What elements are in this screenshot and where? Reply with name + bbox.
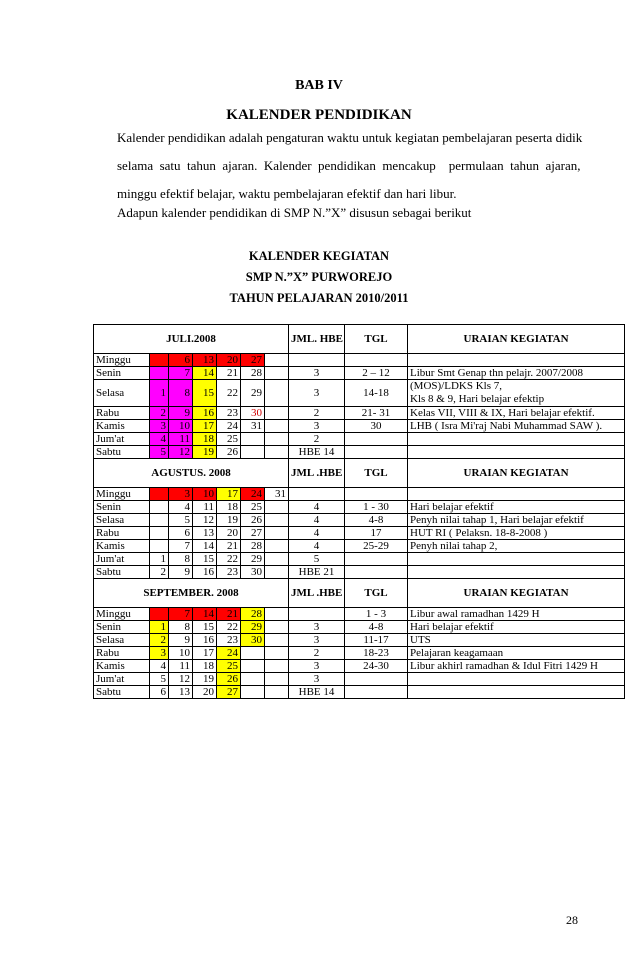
uraian-cell	[408, 407, 625, 420]
date-cell: 16	[193, 407, 217, 420]
date-cell: 19	[193, 446, 217, 459]
date-cell: 5	[150, 446, 169, 459]
uraian-cell	[408, 660, 625, 673]
date-cell: 2	[150, 634, 169, 647]
date-cell: 14	[193, 540, 217, 553]
date-cell: 1	[150, 621, 169, 634]
date-cell: 17	[217, 488, 241, 501]
date-cell: 19	[217, 514, 241, 527]
date-cell: 4	[150, 433, 169, 446]
tgl-cell: 30	[345, 420, 408, 433]
tgl-header: TGL	[345, 325, 408, 354]
tgl-cell	[345, 566, 408, 579]
uraian-cell	[408, 367, 625, 380]
uraian-cell	[408, 420, 625, 433]
jml-hbe-cell: 5	[289, 553, 345, 566]
uraian-header: URAIAN KEGIATAN	[408, 579, 625, 608]
uraian-cell	[408, 634, 625, 647]
uraian-text: Libur awal ramadhan 1429 H	[410, 608, 540, 620]
date-cell: 9	[169, 407, 193, 420]
date-cell: 26	[217, 673, 241, 686]
date-cell	[241, 686, 265, 699]
intro-line-1: Kalender pendidikan adalah pengaturan waktu untuk kegiatan pembelajaran peserta didik	[117, 130, 583, 145]
day-name: Kamis	[94, 660, 150, 673]
date-cell: 13	[193, 354, 217, 367]
month-header-row	[94, 459, 625, 488]
date-cell: 12	[169, 673, 193, 686]
intro-line-4: Adapun kalender pendidikan di SMP N.”X” disusun sebagai berikut	[117, 205, 472, 220]
date-cell	[265, 501, 289, 514]
month-header-row	[94, 325, 625, 354]
calendar-row	[94, 608, 625, 621]
tgl-cell: 24-30	[345, 660, 408, 673]
date-cell: 11	[169, 660, 193, 673]
tgl-cell	[345, 673, 408, 686]
date-cell: 7	[169, 608, 193, 621]
jml-hbe-cell: 3	[289, 634, 345, 647]
date-cell	[150, 501, 169, 514]
date-cell: 12	[169, 446, 193, 459]
date-cell: 22	[217, 621, 241, 634]
date-cell	[265, 660, 289, 673]
calendar-row	[94, 420, 625, 433]
date-cell: 8	[169, 380, 193, 407]
date-cell: 3	[150, 647, 169, 660]
tgl-cell	[345, 433, 408, 446]
date-cell: 14	[193, 367, 217, 380]
date-cell	[241, 446, 265, 459]
uraian-cell	[408, 540, 625, 553]
date-cell	[265, 420, 289, 433]
date-cell: 2	[150, 566, 169, 579]
calendar-heading-2: SMP N.”X” PURWOREJO	[245, 270, 393, 284]
calendar-row	[94, 527, 625, 540]
date-cell: 26	[217, 446, 241, 459]
day-name: Jum'at	[94, 553, 150, 566]
date-cell: 13	[169, 686, 193, 699]
tgl-cell	[345, 686, 408, 699]
uraian-cell	[408, 686, 625, 699]
page-title: KALENDER PENDIDIKAN	[226, 107, 412, 123]
date-cell: 27	[217, 686, 241, 699]
day-name: Selasa	[94, 514, 150, 527]
date-cell: 1	[150, 553, 169, 566]
tgl-header: TGL	[345, 459, 408, 488]
date-cell	[150, 608, 169, 621]
calendar-table	[93, 324, 625, 699]
jml-hbe-header: JML .HBE	[289, 459, 345, 488]
date-cell	[265, 621, 289, 634]
jml-hbe-cell: HBE 14	[289, 686, 345, 699]
intro-line-2: selama satu tahun ajaran. Kalender pendidikan mencakup permulaan tahun ajaran,	[117, 158, 581, 173]
tgl-cell: 2 – 12	[345, 367, 408, 380]
day-name: Minggu	[94, 608, 150, 621]
date-cell	[265, 566, 289, 579]
date-cell: 24	[217, 420, 241, 433]
date-cell: 25	[217, 660, 241, 673]
date-cell: 15	[193, 553, 217, 566]
uraian-cell	[408, 501, 625, 514]
calendar-row	[94, 634, 625, 647]
date-cell	[150, 488, 169, 501]
date-cell: 23	[217, 407, 241, 420]
calendar-row	[94, 566, 625, 579]
date-cell	[265, 446, 289, 459]
date-cell: 11	[193, 501, 217, 514]
date-cell	[241, 433, 265, 446]
uraian-text: HUT RI ( Pelaksn. 18-8-2008 )	[410, 527, 548, 539]
date-cell: 29	[241, 553, 265, 566]
date-cell: 10	[169, 647, 193, 660]
date-cell: 6	[169, 354, 193, 367]
date-cell: 28	[241, 608, 265, 621]
date-cell: 29	[241, 380, 265, 407]
date-cell: 16	[193, 566, 217, 579]
date-cell: 24	[241, 488, 265, 501]
jml-hbe-cell: 4	[289, 501, 345, 514]
date-cell: 7	[169, 540, 193, 553]
uraian-cell	[408, 608, 625, 621]
day-name: Selasa	[94, 634, 150, 647]
date-cell: 13	[193, 527, 217, 540]
uraian-text: Penyh nilai tahap 1, Hari belajar efektif	[410, 514, 584, 526]
date-cell: 23	[217, 634, 241, 647]
jml-hbe-cell: 3	[289, 621, 345, 634]
uraian-cell	[408, 673, 625, 686]
uraian-text: Libur akhirl ramadhan & Idul Fitri 1429 H	[410, 660, 598, 672]
calendar-row	[94, 380, 625, 407]
month-header-row	[94, 579, 625, 608]
date-cell: 14	[193, 608, 217, 621]
date-cell	[265, 553, 289, 566]
uraian-cell	[408, 514, 625, 527]
uraian-text: Kelas VII, VIII & IX, Hari belajar efektif.	[410, 407, 595, 419]
jml-hbe-cell: 3	[289, 380, 345, 407]
jml-hbe-cell: 2	[289, 407, 345, 420]
day-name: Minggu	[94, 354, 150, 367]
calendar-row	[94, 621, 625, 634]
chapter-label: BAB IV	[295, 78, 343, 93]
date-cell: 9	[169, 634, 193, 647]
date-cell: 6	[150, 686, 169, 699]
uraian-cell	[408, 647, 625, 660]
date-cell: 18	[193, 660, 217, 673]
calendar-row	[94, 367, 625, 380]
tgl-cell: 4-8	[345, 621, 408, 634]
tgl-cell: 1 - 30	[345, 501, 408, 514]
calendar-row	[94, 647, 625, 660]
calendar-heading-3: TAHUN PELAJARAN 2010/2011	[229, 291, 409, 305]
date-cell: 5	[169, 514, 193, 527]
uraian-cell	[408, 553, 625, 566]
jml-hbe-header: JML. HBE	[289, 325, 345, 354]
date-cell: 8	[169, 553, 193, 566]
calendar-row	[94, 553, 625, 566]
jml-hbe-cell: 2	[289, 647, 345, 660]
jml-hbe-cell	[289, 608, 345, 621]
uraian-cell	[408, 566, 625, 579]
date-cell: 27	[241, 354, 265, 367]
date-cell	[265, 514, 289, 527]
date-cell: 5	[150, 673, 169, 686]
date-cell	[150, 527, 169, 540]
date-cell: 2	[150, 407, 169, 420]
date-cell: 9	[169, 566, 193, 579]
date-cell: 15	[193, 380, 217, 407]
date-cell: 29	[241, 621, 265, 634]
uraian-cell	[408, 621, 625, 634]
calendar-row	[94, 673, 625, 686]
calendar-row	[94, 514, 625, 527]
date-cell	[265, 634, 289, 647]
date-cell: 25	[217, 433, 241, 446]
date-cell: 23	[217, 566, 241, 579]
date-cell: 11	[169, 433, 193, 446]
date-cell: 20	[193, 686, 217, 699]
date-cell: 27	[241, 527, 265, 540]
jml-hbe-cell: 4	[289, 514, 345, 527]
date-cell	[265, 354, 289, 367]
date-cell	[265, 686, 289, 699]
date-cell: 17	[193, 647, 217, 660]
jml-hbe-cell: 3	[289, 367, 345, 380]
day-name: Rabu	[94, 647, 150, 660]
date-cell: 21	[217, 367, 241, 380]
date-cell	[150, 354, 169, 367]
tgl-cell: 25-29	[345, 540, 408, 553]
calendar-row	[94, 407, 625, 420]
date-cell: 6	[169, 527, 193, 540]
date-cell: 18	[193, 433, 217, 446]
day-name: Sabtu	[94, 686, 150, 699]
calendar-row	[94, 540, 625, 553]
date-cell: 12	[193, 514, 217, 527]
date-cell	[150, 514, 169, 527]
jml-hbe-cell: 3	[289, 673, 345, 686]
date-cell: 24	[217, 647, 241, 660]
day-name: Minggu	[94, 488, 150, 501]
date-cell	[265, 673, 289, 686]
date-cell: 18	[217, 501, 241, 514]
uraian-text: Libur Smt Genap thn pelajr. 2007/2008	[410, 367, 583, 379]
day-name: Rabu	[94, 527, 150, 540]
date-cell: 4	[169, 501, 193, 514]
calendar-row	[94, 660, 625, 673]
intro-line-3: minggu efektif belajar, waktu pembelajaran efektif dan hari libur.	[117, 186, 457, 201]
date-cell: 17	[193, 420, 217, 433]
date-cell: 8	[169, 621, 193, 634]
tgl-cell: 1 - 3	[345, 608, 408, 621]
date-cell: 10	[169, 420, 193, 433]
day-name: Sabtu	[94, 566, 150, 579]
day-name: Rabu	[94, 407, 150, 420]
date-cell: 22	[217, 553, 241, 566]
date-cell: 10	[193, 488, 217, 501]
calendar-row	[94, 354, 625, 367]
jml-hbe-cell	[289, 354, 345, 367]
date-cell: 25	[241, 501, 265, 514]
day-name: Senin	[94, 367, 150, 380]
page-number: 28	[566, 913, 578, 927]
date-cell: 16	[193, 634, 217, 647]
jml-hbe-cell: 3	[289, 420, 345, 433]
tgl-header: TGL	[345, 579, 408, 608]
calendar-row	[94, 488, 625, 501]
date-cell	[265, 540, 289, 553]
day-name: Kamis	[94, 420, 150, 433]
date-cell	[241, 673, 265, 686]
date-cell: 15	[193, 621, 217, 634]
calendar-row	[94, 446, 625, 459]
date-cell: 19	[193, 673, 217, 686]
jml-hbe-cell: 3	[289, 660, 345, 673]
uraian-cell	[408, 433, 625, 446]
day-name: Senin	[94, 621, 150, 634]
jml-hbe-cell	[289, 488, 345, 501]
date-cell: 20	[217, 527, 241, 540]
date-cell	[265, 380, 289, 407]
uraian-text: (MOS)/LDKS Kls 7,	[410, 380, 502, 392]
day-name: Jum'at	[94, 433, 150, 446]
date-cell: 28	[241, 540, 265, 553]
day-name: Selasa	[94, 380, 150, 407]
day-name: Senin	[94, 501, 150, 514]
day-name: Jum'at	[94, 673, 150, 686]
tgl-cell	[345, 553, 408, 566]
month-title: SEPTEMBER. 2008	[94, 579, 289, 608]
tgl-cell: 17	[345, 527, 408, 540]
jml-hbe-header: JML .HBE	[289, 579, 345, 608]
uraian-cell	[408, 380, 625, 407]
date-cell	[265, 433, 289, 446]
date-cell: 31	[241, 420, 265, 433]
day-name: Sabtu	[94, 446, 150, 459]
tgl-cell: 21- 31	[345, 407, 408, 420]
date-cell	[150, 540, 169, 553]
date-cell	[265, 367, 289, 380]
month-title: JULI.2008	[94, 325, 289, 354]
date-cell: 28	[241, 367, 265, 380]
date-cell: 3	[169, 488, 193, 501]
uraian-text: Hari belajar efektif	[410, 501, 494, 513]
date-cell	[265, 647, 289, 660]
tgl-cell: 11-17	[345, 634, 408, 647]
uraian-header: URAIAN KEGIATAN	[408, 459, 625, 488]
uraian-text: LHB ( Isra Mi'raj Nabi Muhammad SAW ).	[410, 420, 603, 432]
uraian-text: Pelajaran keagamaan	[410, 647, 504, 659]
date-cell: 20	[217, 354, 241, 367]
uraian-text: UTS	[410, 634, 431, 646]
date-cell: 22	[217, 380, 241, 407]
uraian-cell	[408, 527, 625, 540]
tgl-cell: 18-23	[345, 647, 408, 660]
date-cell: 4	[150, 660, 169, 673]
calendar-heading-1: KALENDER KEGIATAN	[248, 249, 390, 263]
uraian-cell	[408, 446, 625, 459]
jml-hbe-cell: 4	[289, 540, 345, 553]
date-cell: 31	[265, 488, 289, 501]
tgl-cell: 4-8	[345, 514, 408, 527]
date-cell: 30	[241, 566, 265, 579]
tgl-cell	[345, 446, 408, 459]
date-cell: 3	[150, 420, 169, 433]
calendar-row	[94, 501, 625, 514]
jml-hbe-cell: 2	[289, 433, 345, 446]
month-title: AGUSTUS. 2008	[94, 459, 289, 488]
jml-hbe-cell: HBE 21	[289, 566, 345, 579]
calendar-row	[94, 686, 625, 699]
uraian-header: URAIAN KEGIATAN	[408, 325, 625, 354]
uraian-text-line-2: Kls 8 & 9, Hari belajar efektip	[410, 393, 545, 405]
uraian-cell	[408, 488, 625, 501]
date-cell: 30	[241, 407, 265, 420]
tgl-cell	[345, 488, 408, 501]
uraian-text: Penyh nilai tahap 2,	[410, 540, 498, 552]
date-cell: 21	[217, 540, 241, 553]
date-cell	[265, 407, 289, 420]
tgl-cell	[345, 354, 408, 367]
day-name: Kamis	[94, 540, 150, 553]
date-cell: 21	[217, 608, 241, 621]
date-cell: 7	[169, 367, 193, 380]
calendar-row	[94, 433, 625, 446]
uraian-cell	[408, 354, 625, 367]
tgl-cell: 14-18	[345, 380, 408, 407]
date-cell: 26	[241, 514, 265, 527]
date-cell	[265, 527, 289, 540]
date-cell: 30	[241, 634, 265, 647]
date-cell: 1	[150, 380, 169, 407]
jml-hbe-cell: HBE 14	[289, 446, 345, 459]
date-cell	[150, 367, 169, 380]
date-cell	[265, 608, 289, 621]
jml-hbe-cell: 4	[289, 527, 345, 540]
date-cell	[241, 660, 265, 673]
uraian-text: Hari belajar efektif	[410, 621, 494, 633]
date-cell	[241, 647, 265, 660]
